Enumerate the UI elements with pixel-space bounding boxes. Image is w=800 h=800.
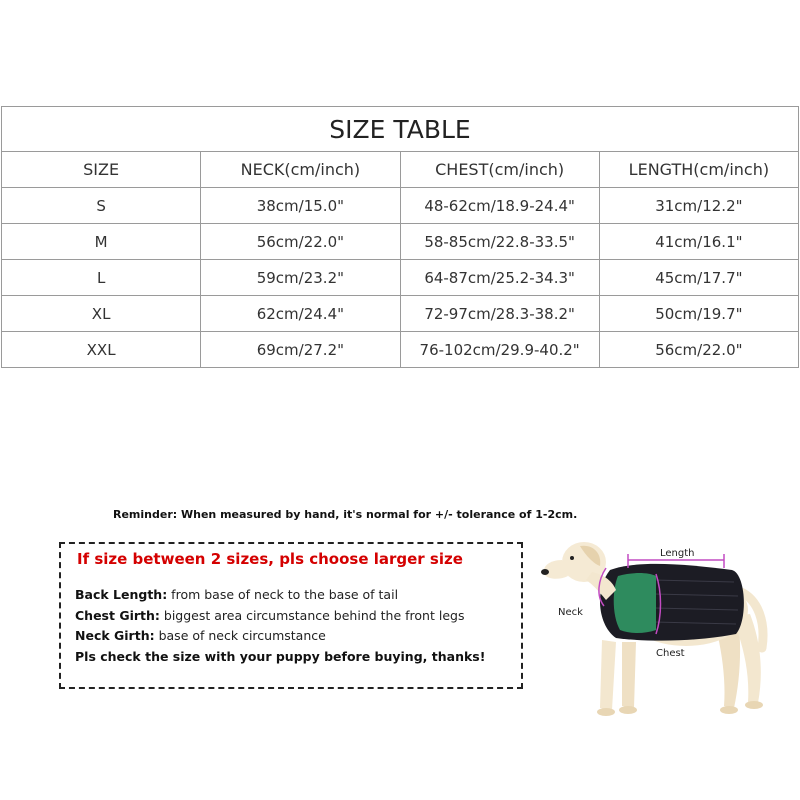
header-size: SIZE [2, 152, 201, 188]
cell-chest: 76-102cm/29.9-40.2" [400, 332, 599, 368]
table-row [2, 224, 799, 260]
cell-neck: 62cm/24.4" [201, 296, 400, 332]
table-row [2, 188, 799, 224]
cell-size: S [2, 188, 201, 224]
closing-text: Pls check the size with your puppy before buying, thanks! [75, 649, 486, 664]
chest-girth-label: Chest Girth: [75, 608, 160, 623]
cell-size: XL [2, 296, 201, 332]
table-row [2, 296, 799, 332]
chest-girth-line [75, 608, 464, 623]
cell-chest: 48-62cm/18.9-24.4" [400, 188, 599, 224]
header-length: LENGTH(cm/inch) [599, 152, 798, 188]
neck-girth-text: base of neck circumstance [154, 628, 326, 643]
cell-size: M [2, 224, 201, 260]
header-neck: NECK(cm/inch) [201, 152, 400, 188]
table-row [2, 260, 799, 296]
cell-neck: 59cm/23.2" [201, 260, 400, 296]
size-advice-headline: If size between 2 sizes, pls choose larger size [77, 550, 463, 568]
length-label: Length [660, 548, 695, 559]
cell-neck: 38cm/15.0" [201, 188, 400, 224]
table-title: SIZE TABLE [2, 107, 799, 152]
neck-girth-label: Neck Girth: [75, 628, 155, 643]
table-row [2, 332, 799, 368]
cell-size: XXL [2, 332, 201, 368]
sizing-note-box [59, 542, 523, 689]
cell-length: 45cm/17.7" [599, 260, 798, 296]
size-table [1, 106, 799, 368]
cell-length: 31cm/12.2" [599, 188, 798, 224]
back-length-line [75, 587, 398, 602]
closing-line [75, 649, 485, 664]
back-length-text: from base of neck to the base of tail [167, 587, 399, 602]
cell-length: 41cm/16.1" [599, 224, 798, 260]
chest-girth-text: biggest area circumstance behind the front legs [159, 608, 465, 623]
neck-label: Neck [558, 607, 583, 618]
chest-label: Chest [656, 648, 685, 659]
neck-girth-line [75, 628, 326, 643]
dog-measurement-diagram [536, 530, 798, 730]
table-title-row [2, 107, 799, 152]
back-length-label: Back Length: [75, 587, 168, 602]
cell-length: 50cm/19.7" [599, 296, 798, 332]
cell-neck: 69cm/27.2" [201, 332, 400, 368]
cell-size: L [2, 260, 201, 296]
cell-length: 56cm/22.0" [599, 332, 798, 368]
cell-chest: 72-97cm/28.3-38.2" [400, 296, 599, 332]
dog-illustration [541, 542, 763, 716]
cell-chest: 64-87cm/25.2-34.3" [400, 260, 599, 296]
header-chest: CHEST(cm/inch) [400, 152, 599, 188]
table-header-row [2, 152, 799, 188]
reminder-text: Reminder: When measured by hand, it's normal for +/- tolerance of 1-2cm. [113, 508, 578, 521]
cell-neck: 56cm/22.0" [201, 224, 400, 260]
cell-chest: 58-85cm/22.8-33.5" [400, 224, 599, 260]
